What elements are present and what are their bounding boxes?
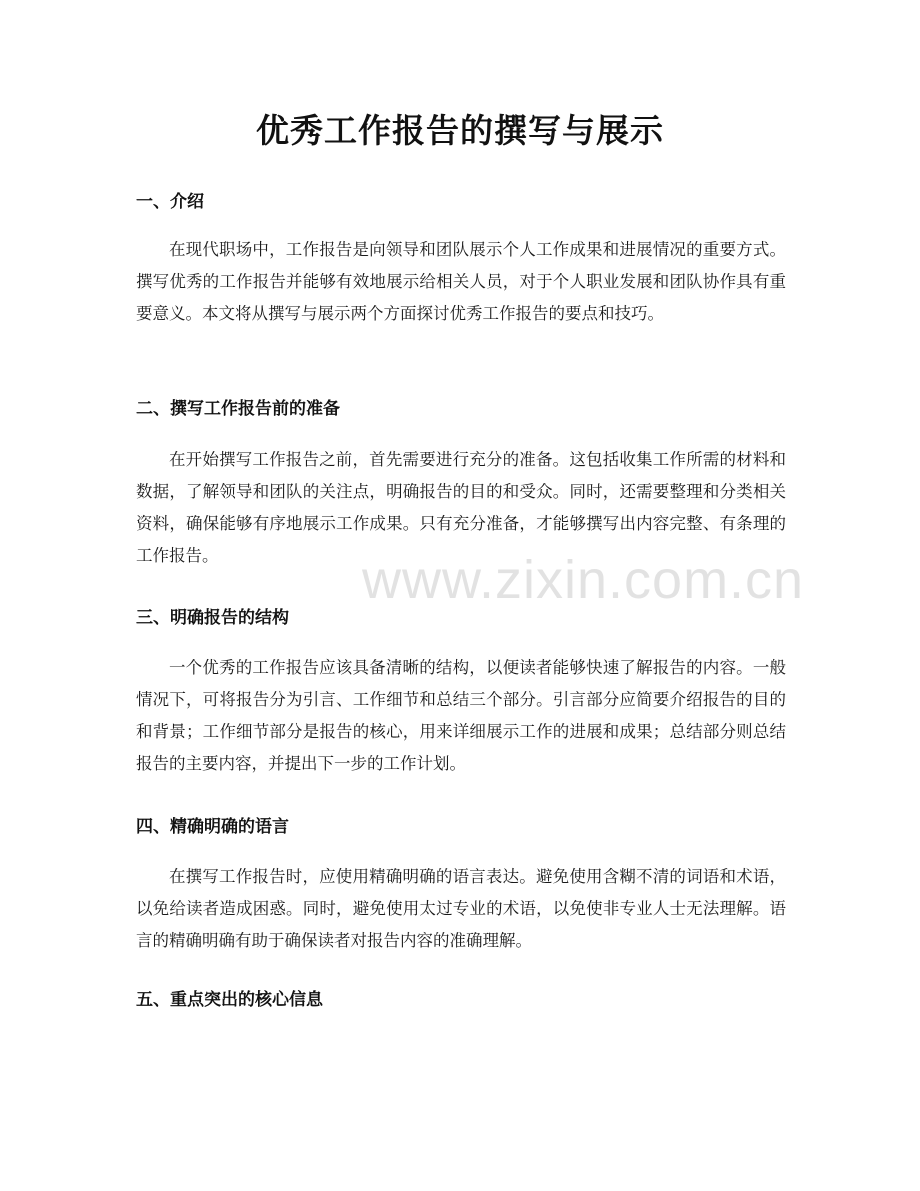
section-body-language: 在撰写工作报告时，应使用精确明确的语言表达。避免使用含糊不清的词语和术语，以免给读者造成困惑。同时，避免使用太过专业的术语，以免使非专业人士无法理解。语言的精确明确有助于确保读者对报告内容的准确理解。 <box>136 867 786 950</box>
section-heading-core-info: 五、重点突出的核心信息 <box>136 990 323 1010</box>
section-heading-structure: 三、明确报告的结构 <box>136 608 289 628</box>
section-heading-preparation: 二、撰写工作报告前的准备 <box>136 399 340 419</box>
page-title: 优秀工作报告的撰写与展示 <box>256 111 664 150</box>
section-body-preparation: 在开始撰写工作报告之前，首先需要进行充分的准备。这包括收集工作所需的材料和数据，了解领导和团队的关注点，明确报告的目的和受众。同时，还需要整理和分类相关资料，确保能够有序地展示工作成果。只有充分准备，才能够撰写出内容完整、有条理的工作报告。 <box>136 450 786 565</box>
section-heading-introduction: 一、介绍 <box>136 192 204 212</box>
section-body-structure: 一个优秀的工作报告应该具备清晰的结构，以便读者能够快速了解报告的内容。一般情况下，可将报告分为引言、工作细节和总结三个部分。引言部分应简要介绍报告的目的和背景；工作细节部分是报告的核心，用来详细展示工作的进展和成果；总结部分则总结报告的主要内容，并提出下一步的工作计划。 <box>136 658 786 773</box>
section-heading-language: 四、精确明确的语言 <box>136 817 289 837</box>
section-body-introduction: 在现代职场中，工作报告是向领导和团队展示个人工作成果和进展情况的重要方式。撰写优秀的工作报告并能够有效地展示给相关人员，对于个人职业发展和团队协作具有重要意义。本文将从撰写与展示两个方面探讨优秀工作报告的要点和技巧。 <box>136 240 786 323</box>
watermark-text: www.zixin.com.cn <box>362 550 805 610</box>
